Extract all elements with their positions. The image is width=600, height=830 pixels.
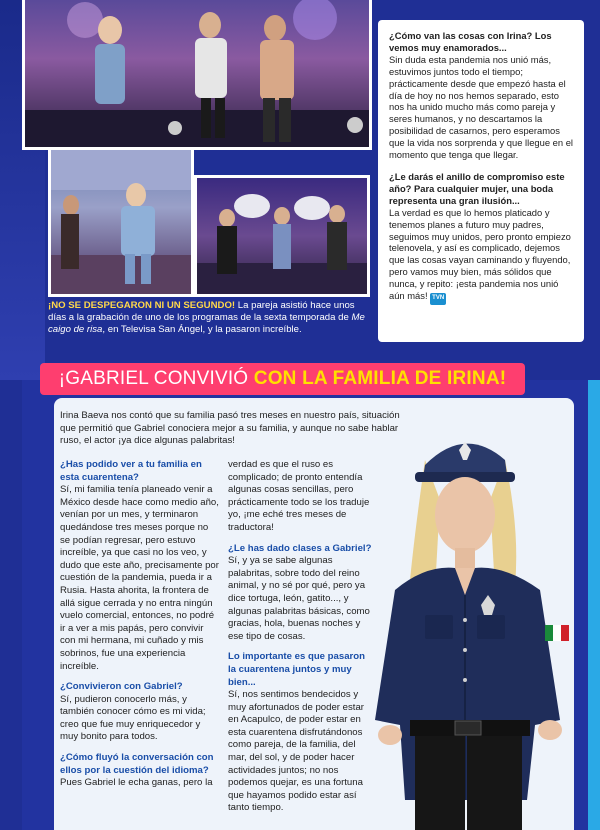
card-answer-2 bbox=[389, 207, 576, 305]
card-question-1: ¿Cómo van las cosas con Irina? Los vemos muy enamorados... bbox=[389, 30, 552, 53]
interview-card bbox=[378, 20, 584, 342]
caption-show-name: Me caigo de risa bbox=[48, 312, 365, 335]
col2-question-2: Lo importante es que pasaron la cuarentena juntos y muy bien... bbox=[228, 651, 366, 688]
interview-column-2 bbox=[228, 459, 373, 815]
mexico-flag-patch-icon bbox=[545, 625, 569, 641]
caption-text-a: La pareja asistió hace unos días a la grabación de uno de los programas de la sexta temporada de bbox=[48, 300, 355, 323]
card-answer-1: Sin duda esta pandemia nos unió más, estuvimos juntos todo el tiempo; prácticamente desde que empezó hasta el día de hoy no nos hemos separado, esto nos ha unido mucho más como pareja y seres humanos, y no descartamos la posibilidad de casarnos, pero esperamos que la vida nos sorprenda y que llegue en el momento que tenga que llegar. bbox=[389, 53, 573, 161]
section-headline bbox=[40, 363, 525, 395]
irina-police-costume-photo bbox=[355, 420, 585, 830]
section-intro: Irina Baeva nos contó que su familia pasó tres meses en nuestro país, situación que permitió que Gabriel conociera mejor a su familia, y aunque no sabe hablar ruso, el actor ¡ya dice algunas palabritas! bbox=[60, 410, 400, 447]
stage-photo-right-art bbox=[197, 178, 367, 294]
col1-question-1: ¿Has podido ver a tu familia en esta cuarentena? bbox=[60, 459, 202, 483]
col2-answer-2: Sí, nos sentimos bendecidos y muy afortunados de poder estar en Acapulco, de poder estar en esta cuarentena disfrutándonos como pareja, de la familia, del mar, del sol, y de poder hacer actividades juntos; no nos podemos quejar, es una fortuna que hayamos podido estar así tanto tiempo. bbox=[228, 689, 364, 814]
col1-answer-3: Pues Gabriel le echa ganas, pero la bbox=[60, 777, 213, 789]
col2-answer-0: verdad es que el ruso es complicado; de pronto entendía algunas cosas sencillas, pero prácticamente todo se los traduje yo, ¡me eché tres meses de traductora! bbox=[228, 459, 370, 533]
right-accent-bar bbox=[588, 380, 600, 830]
card-question-2: ¿Le darás el anillo de compromiso este año? Para cualquier mujer, una boda representa una gran ilusión... bbox=[389, 170, 565, 206]
headline-white: ¡GABRIEL CONVIVIÓ bbox=[58, 368, 254, 389]
col2-answer-1: Sí, y ya se sabe algunas palabritas, sobre todo del reino animal, y no sé por qué, pero ya dice tortuga, león, gatito..., y algunas palabritas básicas, como gracias, hola, buenas noches y ese tipo de cosas. bbox=[228, 555, 370, 642]
stage-photo-left bbox=[48, 147, 194, 297]
col1-question-3: ¿Cómo fluyó la conversación con ellos por la cuestión del idioma? bbox=[60, 752, 214, 776]
col2-question-1: ¿Le has dado clases a Gabriel? bbox=[228, 542, 372, 554]
tvn-logo-icon: TVN bbox=[430, 293, 446, 305]
col1-question-2: ¿Convivieron con Gabriel? bbox=[60, 681, 183, 693]
stage-photo-right bbox=[194, 175, 370, 297]
photo-caption bbox=[48, 300, 370, 348]
card-answer-2-text: La verdad es que lo hemos platicado y tenemos planes a futuro muy padres, seguimos muy unidos, pero pronto empiezo telenovela, y así es complicado, dejemos que las cosas vayan caminando y fluyendo, pero vamos muy bien, más sólidos que nunca, y repito: ¡esta pandemia nos unió aún más! bbox=[389, 206, 571, 302]
caption-text-b: , en Televisa San Ángel, y la pasaron increíble. bbox=[102, 324, 302, 335]
stage-photo-main bbox=[22, 0, 372, 150]
stage-photo-main-art bbox=[25, 0, 372, 150]
stage-photo-left-art bbox=[51, 150, 191, 294]
caption-highlight: ¡NO SE DESPEGARON NI UN SEGUNDO! bbox=[48, 300, 236, 311]
col1-answer-1: Sí, mi familia tenía planeado venir a México desde hace como medio año, venían por un mes, y terminaron quedándose tres meses porque no se podían regresar, pero estuvo increíble, ya que casi no los veo, y dudo que este año, precisamente por cuestión de la pandemia, pueda ir a Rusia. Hasta ahorita, la frontera de allá sigue cerrada y no entra ningún vuelo comercial, entonces, no podré ir a ver a mis papás, pero convivir con mi hermana, mi cuñado y mis sobrinos, fue una experiencia increíble. bbox=[60, 484, 219, 672]
interview-column-1 bbox=[60, 459, 220, 790]
col1-answer-2: Sí, pudieron conocerlo más, y también conocer cómo es mi vida; creo que fue muy enriquecedor y muy bonito para todos. bbox=[60, 693, 206, 743]
headline-yellow: CON LA FAMILIA DE IRINA! bbox=[253, 368, 507, 389]
